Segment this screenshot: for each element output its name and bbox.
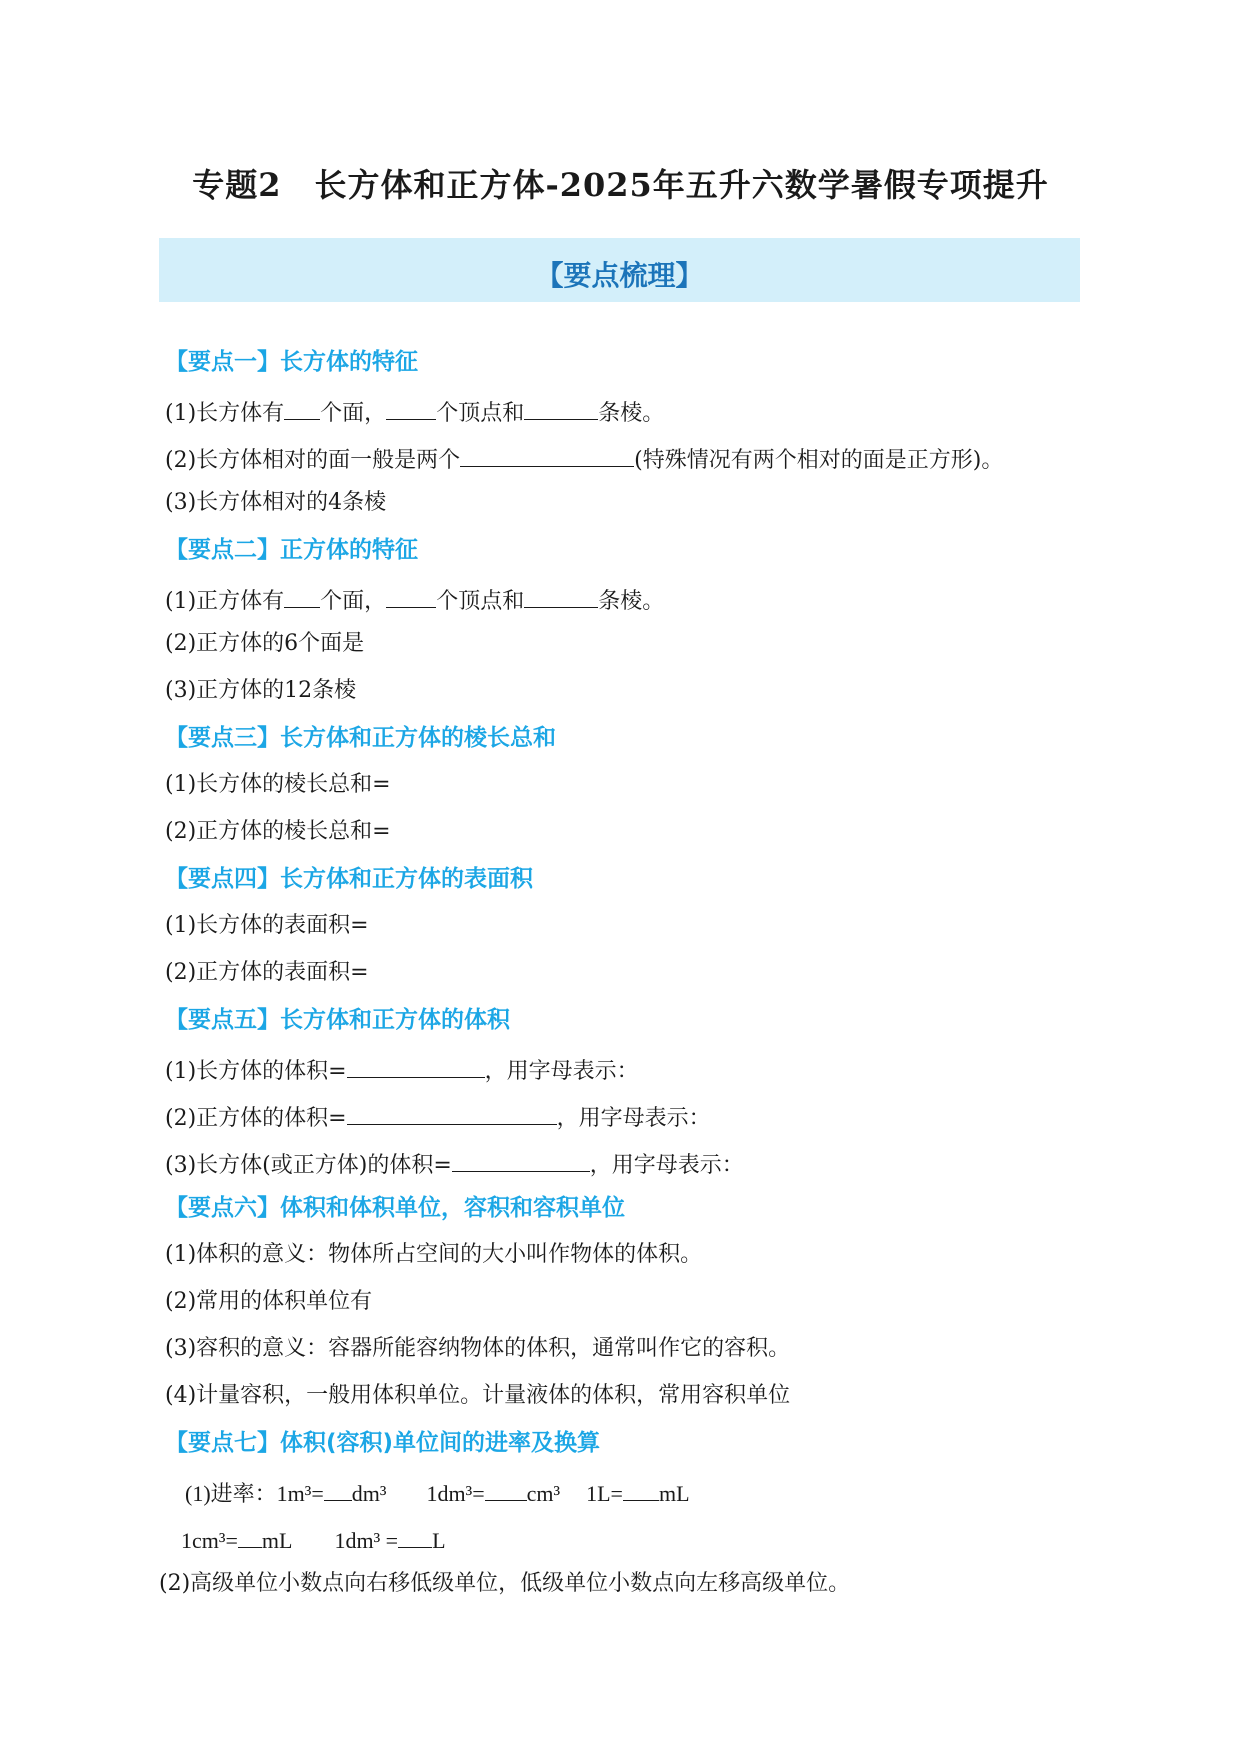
text-segment: ，用字母表示： — [556, 1106, 711, 1131]
text-segment: (1)长方体有 — [165, 401, 285, 426]
text-line: (1)体积的意义：物体所占空间的大小叫作物体的体积。 — [165, 1242, 703, 1267]
text-line: (2)常用的体积单位有 — [165, 1289, 373, 1314]
blank-line — [485, 1474, 527, 1501]
blank-line — [386, 581, 436, 608]
text-segment: (特殊情况有两个相对的面是正方形)。 — [634, 448, 1004, 473]
text-segment: L — [432, 1528, 446, 1553]
text-segment: (2)长方体相对的面一般是两个 — [165, 448, 461, 473]
text-segment: (3)长方体(或正方体)的体积= — [165, 1153, 452, 1178]
text-line — [165, 393, 1085, 440]
text-line — [165, 1098, 1085, 1145]
section-heading-3: 【要点三】长方体和正方体的棱长总和 — [165, 725, 556, 751]
banner-title: 【要点梳理】 — [535, 259, 704, 292]
text-line: (3)正方体的12条棱 — [165, 678, 357, 703]
text-segment: 1L= — [586, 1481, 623, 1506]
document-body — [159, 346, 1085, 1615]
text-line: (2)正方体的棱长总和= — [165, 819, 391, 844]
text-segment: (1)进率：1m³= — [185, 1481, 324, 1506]
section-heading-7: 【要点七】体积(容积)单位间的进率及换算 — [165, 1430, 601, 1456]
blank-line — [238, 1521, 262, 1548]
section-heading-4: 【要点四】长方体和正方体的表面积 — [165, 866, 533, 892]
section-heading-5: 【要点五】长方体和正方体的体积 — [165, 1007, 510, 1033]
section-heading-1: 【要点一】长方体的特征 — [165, 349, 418, 375]
text-line — [165, 1521, 1085, 1568]
text-line: (2)高级单位小数点向右移低级单位，低级单位小数点向左移高级单位。 — [159, 1571, 851, 1596]
page-title: 专题2 长方体和正方体-2025年五升六数学暑假专项提升 — [192, 166, 1049, 204]
text-line — [165, 1051, 1085, 1098]
text-segment: 个顶点和 — [436, 589, 525, 614]
text-segment: 个顶点和 — [436, 401, 525, 426]
section-heading-2: 【要点二】正方体的特征 — [165, 537, 418, 563]
text-segment: 个面， — [320, 401, 387, 426]
blank-line — [386, 393, 436, 420]
blank-line — [524, 393, 598, 420]
text-line: (2)正方体的6个面是 — [165, 631, 365, 656]
text-segment: 个面， — [320, 589, 387, 614]
blank-line — [347, 1051, 485, 1078]
text-segment: 条棱。 — [598, 589, 665, 614]
text-segment: 1dm³ = — [334, 1528, 399, 1553]
text-line: (1)长方体的表面积= — [165, 913, 369, 938]
text-segment: 条棱。 — [598, 401, 665, 426]
text-segment: 1dm³= — [426, 1481, 485, 1506]
section-heading-6: 【要点六】体积和体积单位，容积和容积单位 — [165, 1195, 625, 1221]
blank-line — [324, 1474, 352, 1501]
blank-line — [284, 581, 320, 608]
blank-line — [460, 440, 634, 467]
text-segment: ，用字母表示： — [589, 1153, 744, 1178]
text-segment: mL — [658, 1481, 690, 1506]
blank-line — [524, 581, 598, 608]
text-line: (2)正方体的表面积= — [165, 960, 369, 985]
text-segment: (2)正方体的体积= — [165, 1106, 347, 1131]
text-segment: (1)长方体的体积= — [165, 1059, 347, 1084]
text-line — [165, 440, 1085, 487]
text-segment: 1cm³= — [181, 1528, 238, 1553]
section-banner — [159, 238, 1080, 302]
text-segment: dm³ — [351, 1481, 387, 1506]
text-line — [165, 1474, 1085, 1521]
blank-line — [284, 393, 320, 420]
text-segment: (1)正方体有 — [165, 589, 285, 614]
text-line — [165, 1145, 1085, 1192]
blank-line — [398, 1521, 432, 1548]
text-line: (3)容积的意义：容器所能容纳物体的体积，通常叫作它的容积。 — [165, 1336, 791, 1361]
text-line: (1)长方体的棱长总和= — [165, 772, 391, 797]
text-line — [165, 581, 1085, 628]
blank-line — [452, 1145, 590, 1172]
text-line: (3)长方体相对的4条棱 — [165, 490, 387, 515]
text-line: (4)计量容积，一般用体积单位。计量液体的体积，常用容积单位 — [165, 1383, 791, 1408]
text-segment: cm³ — [526, 1481, 561, 1506]
blank-line — [623, 1474, 659, 1501]
text-segment: mL — [261, 1528, 293, 1553]
text-segment: ，用字母表示： — [484, 1059, 639, 1084]
blank-line — [347, 1098, 557, 1125]
